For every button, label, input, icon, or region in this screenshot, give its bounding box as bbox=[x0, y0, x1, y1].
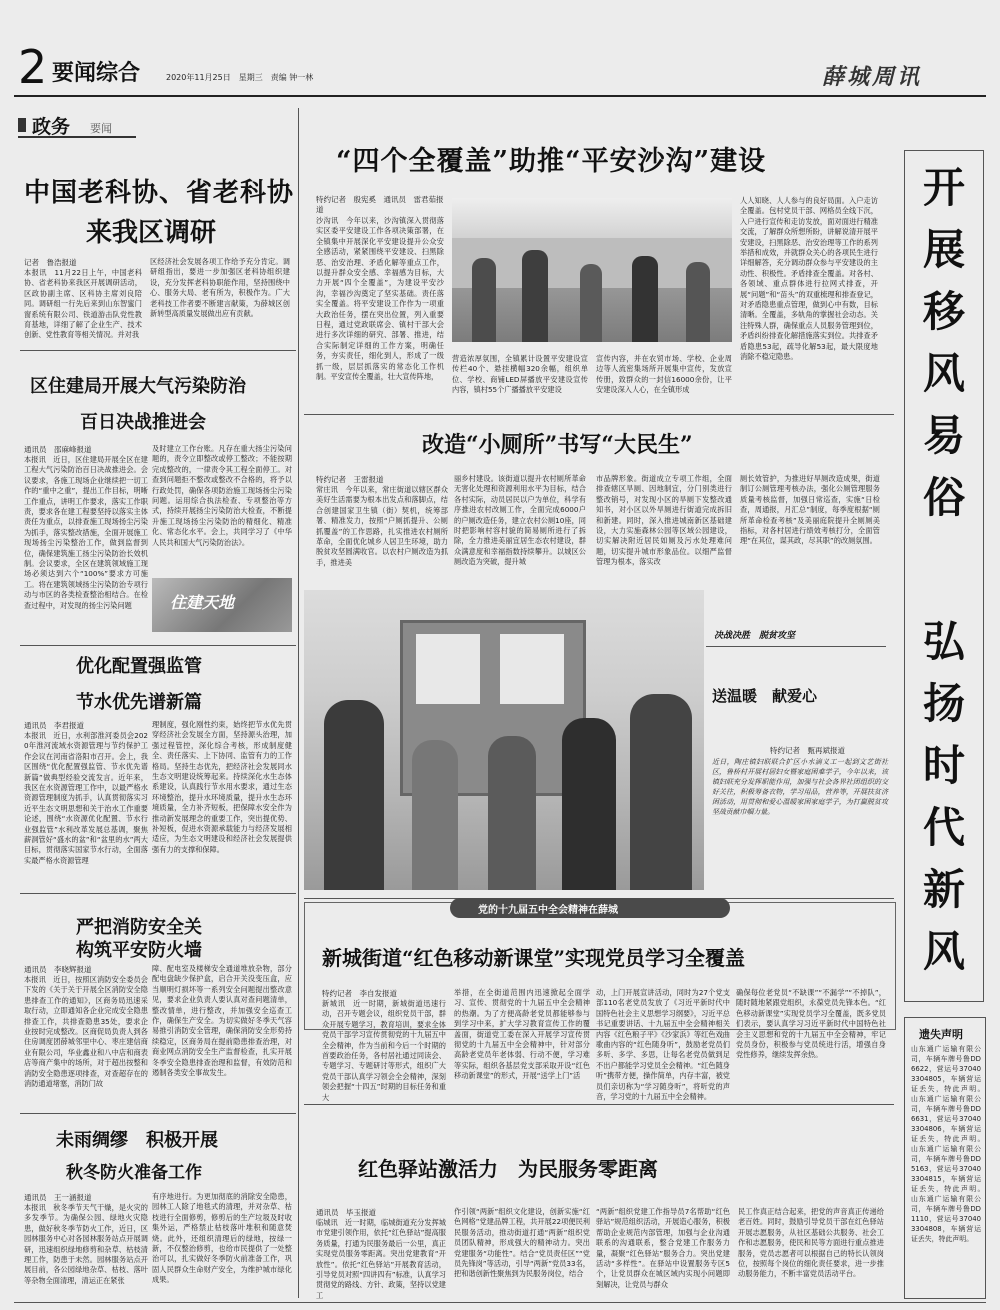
column-banner-text: 住建天地 bbox=[170, 593, 235, 612]
headline-main: “四个全覆盖”助推“平安沙沟”建设 bbox=[336, 146, 767, 177]
article-subtitle: 来我区调研 bbox=[86, 218, 217, 248]
page-number: 2 bbox=[18, 40, 48, 94]
slogan-bottom: 弘扬时代新风 bbox=[922, 617, 965, 976]
article-subtitle: 百日决战推进会 bbox=[80, 412, 206, 433]
article-body: 本报讯 近日，按照区消防安全委员会下发的《关于关于开展全区消防安全隐患排查工作的通知》，区商务局迅速采取行动，立即通知各企业完成安全隐患排查工作，共排查隐患35处，要求企业按时完成整改。区商促局负责人到各住房调度团薛城邻里中心、枣庄建信商业有限公司，华业鑫业和八中店和商表店等商产集中的场所，对于超出按整和消防安全隐患逐项排查，对查超存在的消防通道堵塞，消防门故 bbox=[24, 975, 148, 1089]
article-body: 举措，在全街道范围内迅速掀起全面学习、宣传、贯彻党的十九届五中全会精神的热潮。为了方便高龄老党员都能够参与到学习中来，扩大学习教育宣传工作的覆盖面，街道党工委在深入开展学习宣传贯彻党的十九届五中全会精神中，针对部分高龄老党员年老体弱、行动不便，学习难等实际，组织各基层党支部采取开设“红色移动新课堂”的形式，开展“送学上门”活 bbox=[454, 988, 590, 1081]
article-title: 红色驿站激活力 为民服务零距离 bbox=[358, 1157, 658, 1181]
column-label bbox=[18, 112, 136, 138]
date-line: 2020年11月25日 星期三 责编 钟一林 bbox=[166, 73, 314, 82]
article-body: 常庄讯 今年以来，常庄街道以辖区群众美好生活需要为根本出发点和落脚点，结合创建国家卫生镇（街）契机，统筹部署、精准发力，按照“户厕抓提升、公厕抓覆盖”的工作思路，扎实推进农村厕所革命，全面优化城乡人居卫生环境，助力脱贫攻坚圆满收官。以农村户厕改造为抓手，推进美 bbox=[316, 485, 448, 567]
article-subtitle: 秋冬防火准备工作 bbox=[66, 1163, 202, 1183]
header-rule bbox=[14, 95, 986, 97]
section-name: 要闻综合 bbox=[52, 61, 141, 86]
article-title: 中国老科协、省老科协 bbox=[24, 178, 295, 208]
article-byline: 特约记者 王雷报道 bbox=[316, 475, 384, 484]
article-body: 营造浓厚氛围，全镇累计设置平安建设宣传栏40个、悬挂横幅320余幅，组织单位、学校、商铺LED屏播放平安建设宣传内容，镇村55个广播播放平安建设 bbox=[452, 354, 588, 395]
article-body: 动，上门开展宣讲活动，同时为27个党支部110名老党员发放了《习近平新时代中国特色社会主义思想学习纲要》，习近平总书记重要讲话、十九届五中全会精神相关内容《红色粮子平》《沙家浜》等红色戏曲歌曲内容的“红色随身听”，鼓励老党员们多听、多学、多思，让每名老党员做到足不出户都能学习党员全会精神。“红色随身听”携带方便，操作简单，内存丰富，被党员们亲切称为“学习随身听”，将听党的声音，学习党的十九届五中全会精神。 bbox=[596, 988, 730, 1102]
lost-notice-box bbox=[904, 1017, 986, 1299]
article-body: 临城讯 近一时期，临城街道充分发挥城市党建引领作用，依托“红色驿站”提高服务质量，打通为民服务最后一公里，真正实现党员服务零距离。突出党建教育“开放性”。依托“红色驿站”开展教育活动，引导党员对照“四讲四有”标准，认真学习贯彻党的路线、方针、政策，坚持以党建工 bbox=[316, 1218, 446, 1300]
article-byline: 特约记者 甄再斌报道 bbox=[770, 746, 845, 755]
column-label-bar bbox=[18, 118, 26, 132]
photo-figure bbox=[472, 258, 496, 342]
article-body: 区经济社会发展各项工作给予充分肯定。调研组指出，要进一步加强区老科协组织建设，充分发挥老科协职能作用，坚持围绕中心、服务大局、老有所为，积极作为。广大老科技工作者要不断建言献策，为薛城区创新转型高质量发展做出应有贡献。 bbox=[150, 257, 290, 319]
column-label-main: 政务 bbox=[32, 116, 71, 138]
article-divider bbox=[304, 1104, 894, 1105]
lost-notice-title: 遗失声明 bbox=[919, 1028, 963, 1041]
photo-figure bbox=[632, 256, 658, 342]
article-divider bbox=[20, 1113, 296, 1114]
article-body: 人人知晓、人人参与的良好局面。入户走访全覆盖。包村党员干部、网格员全线下沉，入户进行宣传和走访发放，面对面进行精准交流，了解群众所想所盼，讲解说清开展平安建设，扫黑除恶、治安治理等工作的系列举措和成效，并就群众关心的各项民生进行详细解答，充分调动群众参与平安建设的主动性、积极性。矛盾排查全覆盖。对各村、各领域、重点群体进行拉网式排查，开展“问题”和“苗头”的双重梳理和排查登记，对矛盾隐患重点管理，做到心中有数，目标清晰。全覆盖，多轨角的掌握社会动态。关注特殊人群，确保重点人员服务管理到位，矛盾纠纷排查化解措施落实到位。共排查矛盾隐患53起，疏导化解53起，最大限度地消除不稳定隐患。 bbox=[740, 196, 878, 362]
article-subtitle: 节水优先谱新篇 bbox=[76, 692, 202, 713]
article-byline: 通讯员 李晓辉报道 bbox=[24, 965, 92, 974]
article-body: 近日，陶庄镇妇联联合扩区小水滴义工一起到文艺街社区，鲁桥村开展村居妇女暨家庭困难学子，今年以来，该镇妇联充分发挥职能作用，加强与社会各界社团组织的交好关往，积极筹备衣物，学习用品，营养等，开展扶贫济困活动，用贯彻和爱心温暖家困家庭学子，为打赢脱贫攻坚战贡献巾帼力量。 bbox=[712, 758, 888, 816]
footer-rule bbox=[14, 1302, 986, 1303]
photo-figure bbox=[562, 718, 616, 890]
slogan-box bbox=[904, 150, 984, 1002]
article-subtitle: 构筑平安防火墙 bbox=[76, 940, 202, 961]
article-title: 改造“小厕所”书写“大民生” bbox=[422, 432, 693, 458]
article-body: 确保每位老党员“不缺课”“不漏学”“不掉队”，随时随地紧跟党组织，永葆党员先锋本色。“红色移动新课堂”实现党员学习全覆盖，既多党员们表示，要认真学习习近平新时代中国特色社会主义思想和党的十九届五中全会精神，牢记党员身份，积极参与党员统进行活，增强自身党性修养，继续发挥余热。 bbox=[736, 988, 886, 1060]
article-body: 障、配电室及楼梯安全通道堆放杂物，部分配电盘缺少保护盒，启合开关没变压盒，应当顺明灯损坏等一系列安全问题提出整改意见，要求企业负责人要认真对查问题清单，整改情单，进行整改，并加强安全巡查工作，确保生产安全。为切实做好冬季天气容易推引消防安全管理，确保消防安全形势持续稳定，区商务局在提前隐患排查治理，对商业网点消防安全生产监督检查，扎实开展冬季安全隐患排查治理和监督，有效防范和遏制各类安全事故发生。 bbox=[152, 964, 292, 1078]
photo-figure bbox=[324, 700, 384, 890]
photo-figure bbox=[630, 694, 692, 890]
news-photo-charity-visit bbox=[304, 590, 704, 890]
masthead: 薛城周讯 bbox=[822, 64, 923, 90]
article-byline: 特约记者 殷宪奚 通讯员 雷君茹报道 bbox=[316, 195, 444, 214]
article-body: 民工作真正结合起来，把党的声音真正传递给老百姓。同时，鼓励引导党员干部在红色驿站开展志愿服务，从社区基础公共服务、社会工作和志愿服务，使民和民等方面进行重点推进服务，党员志愿者可以根据自己的特长认领岗位，按照每个岗位的细化责任要求，进一步推动服务能力，不断丰富党员活动平台。 bbox=[738, 1207, 884, 1279]
slogan-top: 开展移风易俗 bbox=[922, 163, 965, 522]
article-body: 本报讯 11月22日上午，中国老科协、省老科协来我区开展调研活动，区政协副主席、区科协主席刘良陪同。调研组一行先后来到山东智蜜门窗系统有限公司、铁道游击队党性教育基地，详细了解了企业生产、技术创新、党性教育等相关情况。并对我 bbox=[24, 268, 142, 340]
column-banner-text: 决战决胜 脱贫攻坚 bbox=[714, 631, 796, 641]
photo-figure bbox=[580, 264, 602, 342]
article-divider bbox=[20, 645, 296, 646]
article-byline: 通讯员 毕玉报道 bbox=[316, 1208, 376, 1217]
article-title: 区住建局开展大气污染防治 bbox=[30, 376, 246, 397]
article-body: “两新”组织党建工作指导员7名帮助“红色驿站”规范组织活动，开展造心服务，积极帮助企业规范内部管理，加强与企业沟通联系的沟通联系，整合党建工作服务力量，凝聚“红色驿站”服务合力。突出党建活动“多样性”。在驿站中设置服务专区5个，让党员群众在城区域内实现小问题即刻解决，让党员与群众 bbox=[596, 1207, 730, 1289]
article-body: 有序地进行。为更加彻底的消除安全隐患，园林工人除了地毯式的清理，并对杂草、枯枝进行全面修剪，修剪后的生产垃圾及时收集外运，严格禁止枯枝落叶堆积和随意焚烧。此外，还组织清理后的绿地，按绿一新，不仅整治修剪，也给市民提供了一处整治可以，扎实做好冬季防火前准备工作，巩固人民群众生命财产安全，为维护城市绿化成果。 bbox=[152, 1192, 292, 1285]
lost-notice-text: 山东通广运输有限公司，车辆车牌号鲁DD6622，营运号370403304805，车辆营运证丢失，特此声明。 山东通广运输有限公司，车辆车牌号鲁DD6631，营运号370403304806，车辆营运证丢失，特此声明。 山东通广运输有限公司，车辆车牌号鲁DD5163，营运号370403304815，车辆营运证丢失，特此声明。 山东通广运输有限公司，车辆车牌号鲁DD1110，营运号370403304808，车辆营运证丢失，特此声明。 bbox=[911, 1045, 988, 1243]
photo-figure bbox=[522, 250, 548, 342]
article-byline: 通讯员 李君报道 bbox=[24, 721, 84, 730]
article-body: 新城讯 近一时期，新城街道迅速行动，召开专题会议，组织党员干部，群众开展专题学习，教育培训，要求全体党员干部学习宣传贯彻党的十九届五中全会精神，作为当前和今后一个时期的首要政治任务，各村居社通过同读会、专题学习、专题研讨等形式，组织广大党员干部认真学习领会全会精神，深刻领会把握“十四五”时期的目标任务和重大 bbox=[322, 999, 446, 1102]
news-photo-police-publicity bbox=[452, 198, 732, 342]
article-body: 作引领“两新”组织文化建设，创新实施“红色网格”党建品牌工程，共开展22项便民利民服务活动，推动街道打通“两新”组织党员团队精神，形成强大的精神动力。突出党建服务“功能性”。结合“党员责任区”“党员先锋岗”等活动，引导“两新”党员33名，把和谐创新性聚焦到为民服务岗位，结合 bbox=[454, 1207, 590, 1279]
column-label-sub: 要闻 bbox=[90, 122, 112, 135]
article-body: 厕长效管护，为推进好旱厕改造成果，街道制订公厕管理考核办法，强化公厕管理服务质量考核监督，加强日常巡查，实施“日检查，周通报，月汇总”制度，每季度根据“厕所革命检查考核”及美丽庭院提升全厕厕美指标，对各村居进行绩效考核打分，全面管理“在其位，谋其政，尽其职”的改厕氛围。 bbox=[740, 474, 880, 546]
topic-banner-text: 党的十九届五中全会精神在薛城 bbox=[478, 905, 618, 916]
article-body: 沙沟讯 今年以来，沙沟镇深入贯彻落实区委平安建设工作各项决策部署，在全镇集中开展深化平安建设提升公众安全感活动，紧紧围绕平安建设、扫黑除恶、治安治理、矛盾化解等重点工作，以提升群众安全感、幸福感为目标，大力开展“四个全覆盖”，为建设平安沙沟，幸福沙沟奠定了坚实基础。责任落实全覆盖。将平安建设工作作为一项重大政治任务，摆在突出位置，列入重要日程，通过党政联席会、镇村干部大会进行多次详细的研究、部署、推进，结合实际制定详细的工作方案，明确任务，夯实责任，细化到人，形成了一级抓一级，层层抓落实的常态化工作机制。平安宣传全覆盖，壮大宣传阵地， bbox=[316, 216, 444, 382]
article-divider bbox=[20, 350, 296, 351]
article-body: 市品牌形象。街道成立专项工作组，全面排查辖区旱厕、因地制宜，分门别类进行整改销号，对发现小区的旱厕下发整改通知书，对小区以外旱厕进行街道完成拆旧和新建。同时，深入推进城南新区基础建设，大力实施森林公园等区域公园建设，切实解决附近居民如厕及污水处理难问题，切实提升城市形象品位。以细严监督管理为根本，落实改 bbox=[596, 474, 732, 567]
photo-figure bbox=[488, 736, 536, 890]
article-title: 送温暖 献爱心 bbox=[712, 687, 818, 705]
photo-figure bbox=[686, 262, 710, 342]
article-title: 新城街道“红色移动新课堂”实现党员学习全覆盖 bbox=[322, 946, 746, 970]
photo-window bbox=[416, 634, 480, 704]
left-column-divider bbox=[298, 108, 299, 1298]
article-body: 丽乡村建设。该街道以提升农村厕所革命无害化处理和资源利用水平为目标，结合各村实际，动员居民以户为单位，科学有序推进农村改厕工作，全面完成6000户的户厕改造任务，建立农村公厕10座，同时把影响村容村貌的简易厕所进行了拆除，全力推进美丽宜居生态农村建设，群众满意度和幸福指数持续攀升。以城区公厕改造为突破，提升城 bbox=[454, 474, 586, 567]
photo-figure bbox=[412, 740, 458, 890]
article-body: 本报讯 近日，区住建局开展全区在建工程大气污染防治百日决战推进会。会议要求，各施工现场企业继续把一切工作的“重中之重”，提出工作目标，明晰工作重点，讲明工作要求，落实工作职责，要求各在建工程要坚持以落实主体责任为重点，以排查施工现场扬尘污染为抓手，落实整改措施，全面开展施工现场扬尘污染整治工作，做到监督到位，确保建筑施工扬尘污染防治长效机制。会议要求，全区在建筑领域施工现场必须达到六个“100%”要求方可施工。将在建筑领域扬尘污染防治专项行动与市区的各类检查整治相结合。在检查过程中，对发现的扬尘污染问题 bbox=[24, 455, 148, 610]
article-body: 本报讯 秋冬季节天气干燥，是火灾的多发季节。为确保公园、绿地火灾隐患，做好秋冬季节防火工作，近日，区园林服务中心对各园林服务站点开展调研，迅速组织绿地修剪和杂草、枯枝清理工作，防患于未然。园林服务站点开展目前，各公园绿地杂草、枯枝、落叶等杂物全面清理，清运正在紧张 bbox=[24, 1203, 148, 1285]
article-body: 及时建立工作台账。凡存在重大扬尘污染问题的，责令立即整改或停工整改；不能按期完成整改的，一律责令其工程全面停工。对查到问题拒不整改或整改不合格的，将予以行政处罚，确保各项防治施工现场扬尘污染问题。运用综合执法检查、专项整治等方式，持续开展扬尘污染防治大检查，不断提升施工现场扬尘污染防治的精细化、精准化、常态化水平。会上，共同学习了《中华人民共和国大气污染防治法》。 bbox=[152, 444, 292, 547]
photo-window bbox=[500, 634, 564, 704]
column-banner bbox=[152, 578, 292, 632]
article-divider bbox=[20, 893, 296, 894]
article-byline: 特约记者 李自发报道 bbox=[322, 989, 397, 998]
article-body: 理制度，强化刚性约束，始终把节水优先贯穿经济社会发展全方面，坚持源头治理，加强过程管控，深化综合考核，形成制度健全、责任落实、上下协同、监管有力的工作格局。坚持生态优先，把经济社会发展同水生态文明建设统筹起来。持续深化水生态体系建设，认真践行节水用水要求，通过生态环境整治，提升水环境质量，提升水生态环境质量，全力补齐短板，把保障水安全作为推动新发展理念的重要工作，突出提优势、补短板，促进水资源承载能力与经济发展相适应，为生态文明建设和经济社会发展提供强有力的支撑和保障。 bbox=[152, 720, 292, 854]
article-title: 未雨绸缪 积极开展 bbox=[56, 1130, 218, 1151]
article-byline: 通讯员 邵麻峰报道 bbox=[24, 445, 92, 454]
article-divider bbox=[304, 414, 894, 415]
article-byline: 记者 鲁浩报道 bbox=[24, 258, 77, 267]
article-title: 严把消防安全关 bbox=[76, 917, 202, 938]
article-title: 优化配置强监管 bbox=[76, 656, 202, 677]
column-banner bbox=[706, 626, 886, 647]
article-body: 宣传内容，并在农贸市场、学校、企业周边等人流密集场所开展集中宣传，发放宣传册，致群众的一封信16000余份，让平安建设深入人心，在全镇形成 bbox=[596, 354, 732, 395]
article-body: 本报讯 近日，水利部淮河委员会2020年淮河流域水资源管理与节约保护工作会议在河南省洛阳市召开。会上，我区围绕“优化配置强监管、节水优先谱新篇”做典型经验交流发言。近年来，我区在水资源管理工作中，以最严格水资源管理制度为抓手，认真贯彻落实习近平生态文明思想和关于治水工作重要论述，围绕“水资源优化配置、节水行业强监管”水利改革发展总基调，聚焦薪洞管好“盛水的盆”和“盆里的水”两大目标，贯彻落实国家节水行动，全面落实最严格水资源管理 bbox=[24, 731, 148, 865]
article-byline: 通讯员 王一涵报道 bbox=[24, 1193, 92, 1202]
topic-banner bbox=[450, 898, 730, 918]
